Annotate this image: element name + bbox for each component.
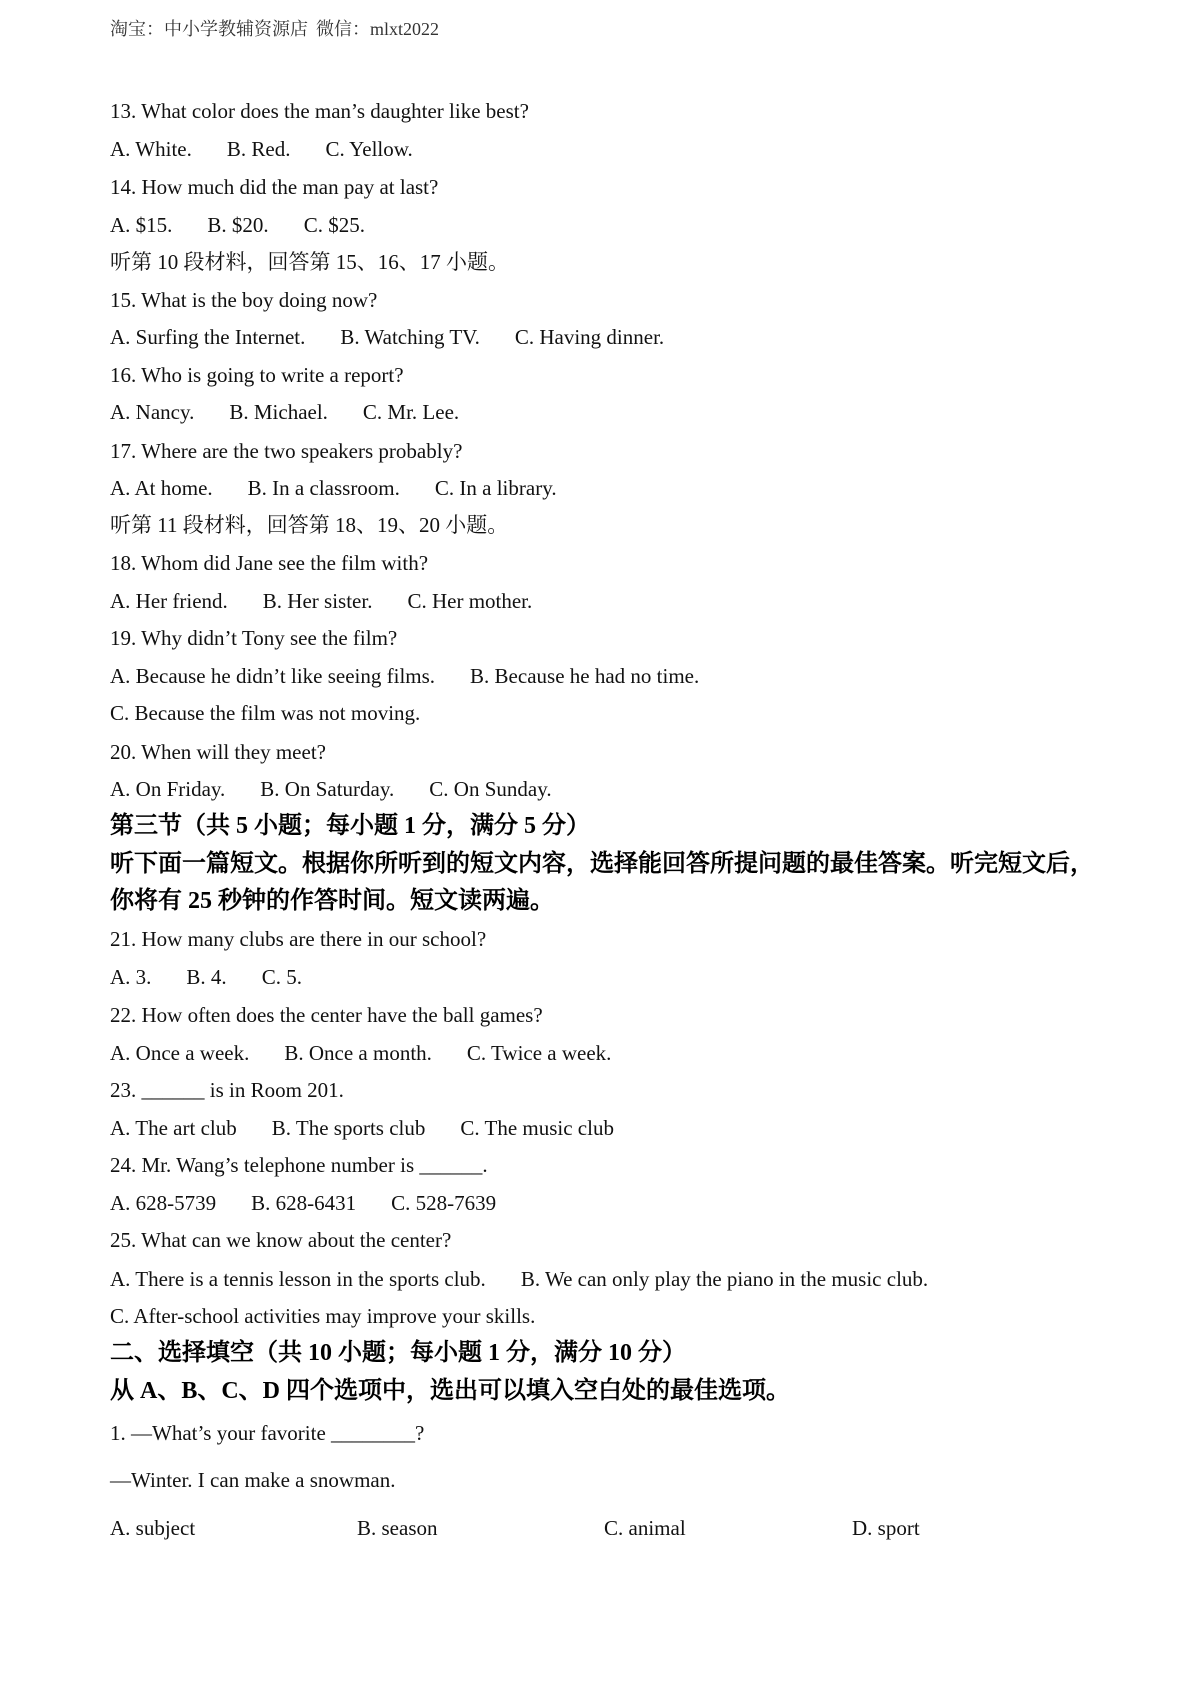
mc-question-1-option-d: D. sport xyxy=(852,1516,920,1540)
question-18-option-a: A. Her friend. xyxy=(110,589,228,613)
question-24-option-a: A. 628-5739 xyxy=(110,1191,217,1215)
mc-question-1-stem: 1. —What’s your favorite ________? xyxy=(110,1421,425,1445)
question-15-stem: 15. What is the boy doing now? xyxy=(110,288,378,312)
question-22-stem: 22. How often does the center have the ball games? xyxy=(110,1003,543,1027)
mc-question-1-options xyxy=(110,1514,1100,1542)
mc-question-1-option-b: B. season xyxy=(357,1516,438,1540)
question-20-option-b: B. On Saturday. xyxy=(260,777,395,801)
material-10-instruction: 听第 10 段材料，回答第 15、16、17 小题。 xyxy=(110,250,509,274)
question-16-option-b: B. Michael. xyxy=(229,400,328,424)
question-23-option-a: A. The art club xyxy=(110,1116,237,1140)
question-17-options xyxy=(110,474,557,502)
question-16-option-a: A. Nancy. xyxy=(110,400,195,424)
question-13-option-c: C. Yellow. xyxy=(325,137,413,161)
question-21-option-a: A. 3. xyxy=(110,965,152,989)
question-15-option-c: C. Having dinner. xyxy=(514,325,665,349)
question-16-option-c: C. Mr. Lee. xyxy=(362,400,460,424)
question-23-option-b: B. The sports club xyxy=(271,1116,426,1140)
page-header xyxy=(110,17,439,41)
question-24-options xyxy=(110,1189,496,1217)
question-19-option-c: C. Because the film was not moving. xyxy=(110,701,421,725)
question-21-options xyxy=(110,963,302,991)
question-18-option-c: C. Her mother. xyxy=(407,589,533,613)
question-19-options xyxy=(110,662,699,690)
question-13-option-a: A. White. xyxy=(110,137,192,161)
question-25-option-a: A. There is a tennis lesson in the sports club. xyxy=(110,1267,486,1291)
question-15-option-b: B. Watching TV. xyxy=(340,325,480,349)
question-24-stem: 24. Mr. Wang’s telephone number is ______. xyxy=(110,1153,488,1177)
question-21-option-c: C. 5. xyxy=(261,965,302,989)
mc-question-1-option-a: A. subject xyxy=(110,1516,196,1540)
question-23-option-c: C. The music club xyxy=(460,1116,614,1140)
question-25-stem: 25. What can we know about the center? xyxy=(110,1228,452,1252)
question-21-option-b: B. 4. xyxy=(186,965,227,989)
mc-question-1-option-c: C. animal xyxy=(604,1516,686,1540)
question-14-option-c: C. $25. xyxy=(303,213,365,237)
question-17-option-b: B. In a classroom. xyxy=(247,476,400,500)
question-13-stem: 13. What color does the man’s daughter like best? xyxy=(110,99,529,123)
question-17-option-a: A. At home. xyxy=(110,476,213,500)
question-19-option-b: B. Because he had no time. xyxy=(470,664,700,688)
question-22-option-c: C. Twice a week. xyxy=(466,1041,612,1065)
question-14-stem: 14. How much did the man pay at last? xyxy=(110,175,439,199)
question-25-option-c: C. After-school activities may improve your skills. xyxy=(110,1304,536,1328)
question-13-option-b: B. Red. xyxy=(226,137,291,161)
question-24-option-c: C. 528-7639 xyxy=(391,1191,497,1215)
question-22-option-a: A. Once a week. xyxy=(110,1041,250,1065)
question-15-options xyxy=(110,323,664,351)
question-18-stem: 18. Whom did Jane see the film with? xyxy=(110,551,429,575)
question-25-option-b: B. We can only play the piano in the music club. xyxy=(520,1267,929,1291)
question-20-option-c: C. On Sunday. xyxy=(429,777,552,801)
question-22-option-b: B. Once a month. xyxy=(284,1041,432,1065)
header-shop-name: 淘宝：中小学教辅资源店 xyxy=(110,19,308,39)
section-3-heading: 第三节（共 5 小题；每小题 1 分，满分 5 分） xyxy=(110,813,590,839)
multiple-choice-heading: 二、选择填空（共 10 小题；每小题 1 分，满分 10 分） xyxy=(110,1340,686,1366)
section-3-directions-line-2: 你将有 25 秒钟的作答时间。短文读两遍。 xyxy=(110,888,554,914)
mc-question-1-reply: —Winter. I can make a snowman. xyxy=(110,1468,396,1492)
question-19-stem: 19. Why didn’t Tony see the film? xyxy=(110,626,398,650)
question-17-option-c: C. In a library. xyxy=(434,476,557,500)
material-11-instruction: 听第 11 段材料，回答第 18、19、20 小题。 xyxy=(110,513,509,537)
header-wechat-id: 微信：mlxt2022 xyxy=(316,19,440,39)
question-21-stem: 21. How many clubs are there in our school? xyxy=(110,927,487,951)
question-13-options xyxy=(110,135,413,163)
multiple-choice-directions: 从 A、B、C、D 四个选项中，选出可以填入空白处的最佳选项。 xyxy=(110,1378,791,1404)
question-16-options xyxy=(110,398,459,426)
question-16-stem: 16. Who is going to write a report? xyxy=(110,363,404,387)
question-19-option-a: A. Because he didn’t like seeing films. xyxy=(110,664,436,688)
question-14-option-b: B. $20. xyxy=(207,213,269,237)
question-20-stem: 20. When will they meet? xyxy=(110,740,326,764)
question-18-option-b: B. Her sister. xyxy=(262,589,373,613)
question-15-option-a: A. Surfing the Internet. xyxy=(110,325,306,349)
question-20-options xyxy=(110,775,552,803)
question-24-option-b: B. 628-6431 xyxy=(251,1191,357,1215)
question-22-options xyxy=(110,1039,611,1067)
section-3-directions-line-1: 听下面一篇短文。根据你所听到的短文内容，选择能回答所提问题的最佳答案。听完短文后， xyxy=(110,851,1094,877)
question-23-stem: 23. ______ is in Room 201. xyxy=(110,1078,344,1102)
question-14-option-a: A. $15. xyxy=(110,213,173,237)
question-23-options xyxy=(110,1114,614,1142)
question-25-options xyxy=(110,1265,928,1293)
question-17-stem: 17. Where are the two speakers probably? xyxy=(110,439,463,463)
question-20-option-a: A. On Friday. xyxy=(110,777,226,801)
question-18-options xyxy=(110,587,532,615)
question-14-options xyxy=(110,211,365,239)
